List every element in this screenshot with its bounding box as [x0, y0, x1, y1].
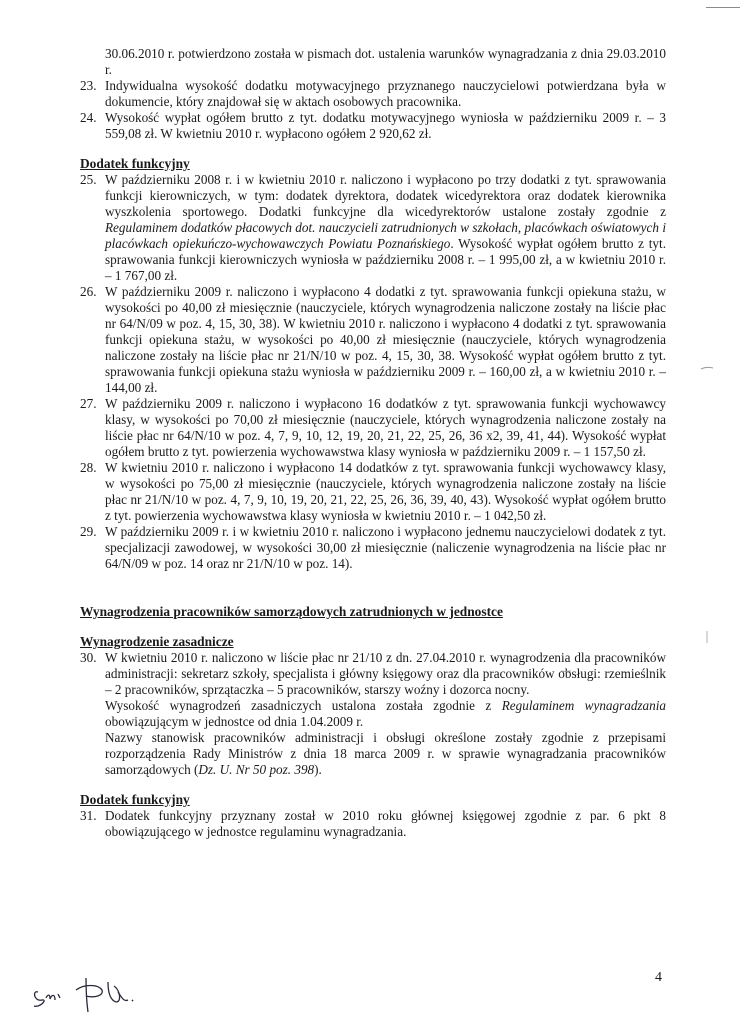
- regulation-title: Regulaminem dodatków płacowych dot. nauczycieli zatrudnionych w szkołach, placówkach oświatowych i placówkach opiekuńczo-wychowawczych Powiatu Poznańskiego: [105, 220, 666, 251]
- list-item-23: [80, 78, 666, 110]
- item-text: W kwietniu 2010 r. naliczono i wypłacono 14 dodatków z tyt. sprawowania funkcji wychowawcy klasy, w wysokości po 75,00 zł miesięcznie (nauczyciele, których wynagrodzenia naliczone zostały na liście płac nr 21/N/10 w poz. 4, 7, 9, 10, 19, 20, 21, 22, 25, 26, 36, 39, 40, 43). Wysokość wypłat ogółem brutto z tyt. powierzenia wychowawstwa klasy wyniosła w kwietniu 2010 r. – 1 042,50 zł.: [105, 460, 666, 523]
- margin-mark: [700, 365, 714, 371]
- item-30-continuation-1: [80, 698, 666, 730]
- item-number: 25.: [80, 172, 97, 187]
- item-30-continuation-2: [80, 730, 666, 778]
- item-text: W kwietniu 2010 r. naliczono w liście płac nr 21/10 z dn. 27.04.2010 r. wynagrodzenia dla pracowników administracji: sekretarz szkoły, specjalista i główny księgowy oraz dla pracowników obsługi: rzemieślnik – 2 pracowników, sprzątaczka – 5 pracowników, starszy woźny i dozorca nocny.: [105, 650, 666, 697]
- item-number: 31.: [80, 808, 97, 823]
- item-number: 30.: [80, 650, 97, 665]
- list-item-24: [80, 110, 666, 142]
- heading-wynagrodzenie-zasadnicze: Wynagrodzenie zasadnicze: [80, 634, 234, 649]
- list-item-26: [80, 284, 666, 396]
- item-text-part: W październiku 2008 r. i w kwietniu 2010 r. naliczono i wypłacono po trzy dodatki z tyt. sprawowania funkcji kierowniczych, w tym: dodatek dyrektora, dodatek wicedyrektora oraz dodatek kierownika wyszkolenia sportowego. Dodatki funkcyjne dla wicedyrektorów ustalone zostały zgodnie z: [105, 172, 666, 219]
- item-number: 24.: [80, 110, 97, 125]
- heading-dodatek-funkcyjny-2: Dodatek funkcyjny: [80, 792, 190, 807]
- item-number: 29.: [80, 524, 97, 539]
- margin-mark: [704, 630, 710, 644]
- item-number: 26.: [80, 284, 97, 299]
- list-item-31: [80, 808, 666, 840]
- item-text-part: obowiązującym w jednostce od dnia 1.04.2009 r.: [105, 714, 364, 729]
- item-text-part: Nazwy stanowisk pracowników administracji i obsługi określone zostały zgodnie z przepisami rozporządzenia Rady Ministrów z dnia 18 marca 2009 r. w sprawie wynagradzania pracowników samorządowych (: [105, 730, 666, 777]
- margin-mark: [560, 668, 572, 674]
- scan-edge-line: [706, 7, 740, 8]
- list-item-25: [80, 172, 666, 284]
- item-text: 30.06.2010 r. potwierdzono została w pismach dot. ustalenia warunków wynagradzania z dnia 29.03.2010 r.: [105, 46, 666, 77]
- item-text-part: . Wysokość wypłat ogółem brutto z tyt. sprawowania funkcji kierowniczych wyniosła w październiku 2008 r. – 1 995,00 zł, a w kwietniu 2010 r. – 1 767,00 zł.: [105, 236, 666, 283]
- item-text: W październiku 2009 r. naliczono i wypłacono 16 dodatków z tyt. sprawowania funkcji wychowawcy klasy, w wysokości po 70,00 zł miesięcznie (nauczyciele, których wynagrodzenia naliczone zostały na liście płac nr 64/N/10 w poz. 4, 7, 9, 10, 12, 19, 20, 21, 22, 25, 26, 36 x2, 39, 41, 44). Wysokość wypłat ogółem brutto z tyt. powierzenia wychowawstwa klasy wyniosła w październiku 2009 r. – 1 157,50 zł.: [105, 396, 666, 459]
- legal-citation: Dz. U. Nr 50 poz. 398: [198, 762, 315, 777]
- item-number: 27.: [80, 396, 97, 411]
- item-text: W październiku 2009 r. i w kwietniu 2010 r. naliczono i wypłacono jednemu nauczycielowi dodatek z tyt. specjalizacji zawodowej, w wysokości 30,00 zł miesięcznie (naliczenie wynagrodzenia na liście płac nr 64/N/09 w poz. 14 oraz nr 21/N/10 w poz. 14).: [105, 524, 666, 571]
- list-item-30: [80, 650, 666, 698]
- list-item-28: [80, 460, 666, 524]
- handwritten-signature: [28, 972, 158, 1022]
- regulation-title: Regulaminem wynagradzania: [501, 698, 666, 713]
- item-number: 23.: [80, 78, 97, 93]
- item-text-part: Wysokość wynagrodzeń zasadniczych ustalona została zgodnie z: [105, 698, 502, 713]
- heading-dodatek-funkcyjny: Dodatek funkcyjny: [80, 156, 190, 171]
- item-text: Wysokość wypłat ogółem brutto z tyt. dodatku motywacyjnego wyniosła w październiku 2009 r. – 3 559,08 zł. W kwietniu 2010 r. wypłacono ogółem 2 920,62 zł.: [105, 110, 666, 141]
- list-item-continuation: [80, 46, 666, 78]
- list-item-27: [80, 396, 666, 460]
- item-text: Indywidualna wysokość dodatku motywacyjnego przyznanego nauczycielowi potwierdzana była w dokumencie, który znajdował się w aktach osobowych pracownika.: [105, 78, 666, 109]
- item-text: [105, 172, 666, 284]
- item-text-part: ).: [314, 762, 322, 777]
- list-item-29: [80, 524, 666, 572]
- page-number: 4: [655, 970, 662, 985]
- document-content: [80, 46, 666, 840]
- item-text: Dodatek funkcyjny przyznany został w 2010 roku głównej księgowej zgodnie z par. 6 pkt 8 obowiązującego w jednostce regulaminu wynagradzania.: [105, 808, 666, 839]
- item-number: 28.: [80, 460, 97, 475]
- section-heading: Wynagrodzenia pracowników samorządowych zatrudnionych w jednostce: [80, 604, 503, 619]
- item-text: W październiku 2009 r. naliczono i wypłacono 4 dodatki z tyt. sprawowania funkcji opiekuna stażu, w wysokości po 40,00 zł miesięcznie (nauczyciele, których wynagrodzenia naliczone zostały na liście płac nr 64/N/09 w poz. 4, 15, 30, 38). W kwietniu 2010 r. naliczono i wypłacono 4 dodatki z tyt. sprawowania funkcji opiekuna stażu, w wysokości po 40,00 zł miesięcznie (nauczyciele, których wynagrodzenia naliczone zostały na liście płac nr 21/N/10 w poz. 4, 15, 30, 38. Wysokość wypłat ogółem brutto z tyt. sprawowania funkcji opiekuna stażu wyniosła w październiku 2009 r. – 160,00 zł, a w kwietniu 2010 r. – 144,00 zł.: [105, 284, 666, 395]
